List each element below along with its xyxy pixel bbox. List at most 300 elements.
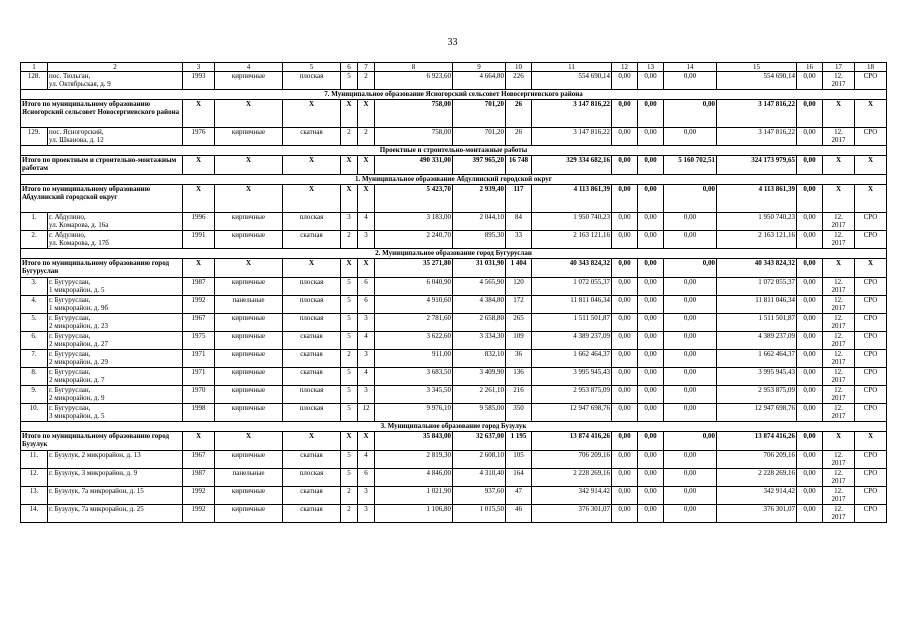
- fund-cell: 0,00: [612, 350, 638, 368]
- fund-cell: 0,00: [638, 386, 664, 404]
- col-num: 1: [21, 63, 48, 72]
- fund-cell: 0,00: [638, 368, 664, 386]
- address-cell-line: 2 микрорайон, д. 9: [49, 394, 105, 402]
- address-cell: [48, 296, 183, 314]
- residents-cell: 164: [506, 469, 532, 487]
- fund-cell: 0,00: [612, 487, 638, 505]
- table-row: [21, 404, 887, 422]
- walls-cell: кирпичные: [215, 128, 283, 146]
- row-number: 9.: [21, 386, 48, 404]
- walls-cell: кирпичные: [215, 368, 283, 386]
- address-cell: [48, 332, 183, 350]
- area-cell: 5 423,70: [375, 185, 453, 213]
- floors-cell: 2: [341, 505, 358, 523]
- fund-cell: 0,00: [797, 72, 823, 90]
- area-cell: 911,00: [375, 350, 453, 368]
- residents-cell: 16 748: [506, 156, 532, 175]
- deadline-cell-line: 12.: [834, 314, 843, 322]
- fund-cell: 0,00: [638, 469, 664, 487]
- method-cell: СРО: [855, 332, 887, 350]
- roof-cell: скатная: [283, 231, 341, 249]
- fund-cell: 0,00: [797, 469, 823, 487]
- walls-cell: кирпичные: [215, 487, 283, 505]
- entrances-cell: 12: [358, 404, 375, 422]
- entrances-cell: 3: [358, 350, 375, 368]
- address-cell-line: г. Бугуруслан,: [49, 368, 91, 376]
- cost-cell: 4 113 861,39: [532, 185, 612, 213]
- address-cell-line: г. Бугуруслан,: [49, 296, 91, 304]
- entrances-cell: X: [358, 259, 375, 278]
- fund-cell: 0,00: [612, 231, 638, 249]
- deadline-cell-line: 12.: [834, 231, 843, 239]
- walls-cell: X: [215, 432, 283, 451]
- address-cell-line: г. Бугуруслан,: [49, 278, 91, 286]
- row-number: 129.: [21, 128, 48, 146]
- address-cell: [48, 451, 183, 469]
- living-area-cell: 4 664,80: [453, 72, 506, 90]
- table-row: [21, 368, 887, 386]
- fund-cell: 0,00: [612, 314, 638, 332]
- method-cell: СРО: [855, 278, 887, 296]
- deadline-cell: [823, 451, 855, 469]
- deadline-cell: [823, 469, 855, 487]
- address-cell-line: г. Бугуруслан,: [49, 350, 91, 358]
- method-cell: СРО: [855, 368, 887, 386]
- deadline-cell-line: 2017: [831, 394, 846, 402]
- roof-cell: плоская: [283, 296, 341, 314]
- address-cell-line: пос. Тюльган,: [49, 72, 91, 80]
- living-area-cell: 3 334,30: [453, 332, 506, 350]
- table-row: [21, 296, 887, 314]
- deadline-cell-line: 2017: [831, 340, 846, 348]
- cost-cell: 2 228 269,16: [532, 469, 612, 487]
- fund-cell: 0,00: [797, 451, 823, 469]
- register-table: [20, 62, 887, 523]
- fund-cell: 0,00: [664, 231, 717, 249]
- living-area-cell: 1 015,50: [453, 505, 506, 523]
- deadline-cell: [823, 332, 855, 350]
- deadline-cell: [823, 128, 855, 146]
- fund-cell: 0,00: [612, 432, 638, 451]
- address-cell-line: пос. Ясногорский,: [49, 128, 104, 136]
- cost-cell: 3 147 816,22: [532, 100, 612, 128]
- row-number: 14.: [21, 505, 48, 523]
- address-cell: [48, 505, 183, 523]
- col-num: 18: [855, 63, 887, 72]
- fund-cell: 1 072 055,37: [717, 278, 797, 296]
- address-cell-line: 3 микрорайон, д. 5: [49, 412, 105, 420]
- table-row: [21, 386, 887, 404]
- entrances-cell: 4: [358, 451, 375, 469]
- deadline-cell-line: 2017: [831, 477, 846, 485]
- area-cell: 4 846,00: [375, 469, 453, 487]
- address-cell-line: г. Бузулук, 2 микрорайон, д. 13: [49, 451, 141, 459]
- fund-cell: 0,00: [612, 259, 638, 278]
- row-number: 1.: [21, 213, 48, 231]
- living-area-cell: 937,60: [453, 487, 506, 505]
- col-num: 17: [823, 63, 855, 72]
- method-cell: СРО: [855, 350, 887, 368]
- deadline-cell-line: 2017: [831, 221, 846, 229]
- fund-cell: 0,00: [797, 368, 823, 386]
- fund-cell: 0,00: [664, 469, 717, 487]
- living-area-cell: 397 965,20: [453, 156, 506, 175]
- col-num: 8: [375, 63, 453, 72]
- method-cell: X: [855, 156, 887, 175]
- fund-cell: 4 113 861,39: [717, 185, 797, 213]
- col-num: 11: [532, 63, 612, 72]
- cost-cell: 329 334 682,16: [532, 156, 612, 175]
- fund-cell: 0,00: [612, 296, 638, 314]
- row-number: 8.: [21, 368, 48, 386]
- year-cell: 1971: [183, 350, 215, 368]
- living-area-cell: 4 310,40: [453, 469, 506, 487]
- fund-cell: 376 301,07: [717, 505, 797, 523]
- fund-cell: 0,00: [612, 278, 638, 296]
- floors-cell: 5: [341, 469, 358, 487]
- deadline-cell-line: 12.: [834, 451, 843, 459]
- year-cell: 1967: [183, 314, 215, 332]
- floors-cell: 2: [341, 128, 358, 146]
- deadline-cell-line: 2017: [831, 459, 846, 467]
- fund-cell: 0,00: [638, 128, 664, 146]
- area-cell: 6 923,60: [375, 72, 453, 90]
- roof-cell: плоская: [283, 213, 341, 231]
- walls-cell: кирпичные: [215, 505, 283, 523]
- living-area-cell: 9 585,00: [453, 404, 506, 422]
- year-cell: 1976: [183, 128, 215, 146]
- fund-cell: 554 690,14: [717, 72, 797, 90]
- entrances-cell: 3: [358, 386, 375, 404]
- deadline-cell: [823, 386, 855, 404]
- fund-cell: 0,00: [638, 213, 664, 231]
- deadline-cell-line: 2017: [831, 286, 846, 294]
- section-header-row: [21, 422, 887, 432]
- area-cell: 490 331,00: [375, 156, 453, 175]
- method-cell: СРО: [855, 404, 887, 422]
- walls-cell: кирпичные: [215, 332, 283, 350]
- entrances-cell: 3: [358, 487, 375, 505]
- residents-cell: 216: [506, 386, 532, 404]
- roof-cell: скатная: [283, 505, 341, 523]
- deadline-cell-line: 12.: [834, 128, 843, 136]
- year-cell: X: [183, 156, 215, 175]
- area-cell: 3 683,50: [375, 368, 453, 386]
- floors-cell: 2: [341, 350, 358, 368]
- year-cell: X: [183, 259, 215, 278]
- roof-cell: X: [283, 432, 341, 451]
- cost-cell: 40 343 824,32: [532, 259, 612, 278]
- cost-cell: 13 874 416,26: [532, 432, 612, 451]
- area-cell: 2 240,70: [375, 231, 453, 249]
- floors-cell: 5: [341, 296, 358, 314]
- fund-cell: 0,00: [797, 278, 823, 296]
- area-cell: 2 819,30: [375, 451, 453, 469]
- table-row: [21, 451, 887, 469]
- floors-cell: 5: [341, 386, 358, 404]
- walls-cell: X: [215, 156, 283, 175]
- fund-cell: 2 163 121,16: [717, 231, 797, 249]
- floors-cell: X: [341, 259, 358, 278]
- table-row: [21, 213, 887, 231]
- fund-cell: 0,00: [612, 128, 638, 146]
- area-cell: 9 976,10: [375, 404, 453, 422]
- area-cell: 6 040,90: [375, 278, 453, 296]
- residents-cell: 105: [506, 451, 532, 469]
- floors-cell: 2: [341, 231, 358, 249]
- col-num: 7: [358, 63, 375, 72]
- section-header-row: [21, 90, 887, 100]
- deadline-cell-line: 2017: [831, 239, 846, 247]
- total-row: [21, 100, 887, 128]
- address-cell: [48, 213, 183, 231]
- floors-cell: 2: [341, 487, 358, 505]
- fund-cell: 40 343 824,32: [717, 259, 797, 278]
- method-cell: X: [855, 259, 887, 278]
- residents-cell: 120: [506, 278, 532, 296]
- address-cell-line: ул. Шканова, д. 12: [49, 136, 104, 144]
- address-cell-line: г. Бугуруслан,: [49, 404, 91, 412]
- roof-cell: плоская: [283, 314, 341, 332]
- col-num: 12: [612, 63, 638, 72]
- cost-cell: 2 163 121,16: [532, 231, 612, 249]
- table-row: [21, 278, 887, 296]
- entrances-cell: 3: [358, 231, 375, 249]
- fund-cell: 0,00: [638, 505, 664, 523]
- method-cell: СРО: [855, 451, 887, 469]
- section-header-row: [21, 249, 887, 259]
- address-cell-line: г. Абдулино,: [49, 231, 86, 239]
- living-area-cell: 4 384,80: [453, 296, 506, 314]
- roof-cell: плоская: [283, 386, 341, 404]
- walls-cell: X: [215, 185, 283, 213]
- table-row: [21, 350, 887, 368]
- fund-cell: 0,00: [664, 72, 717, 90]
- year-cell: 1975: [183, 332, 215, 350]
- residents-cell: 46: [506, 505, 532, 523]
- fund-cell: 0,00: [664, 185, 717, 213]
- living-area-cell: 832,10: [453, 350, 506, 368]
- total-label: Итого по муниципальному образованию Ясногорский сельсовет Новосергиевского района: [21, 100, 183, 128]
- floors-cell: X: [341, 156, 358, 175]
- page-number: 33: [447, 37, 458, 48]
- method-cell: СРО: [855, 314, 887, 332]
- deadline-cell-line: 12.: [834, 469, 843, 477]
- area-cell: 758,00: [375, 128, 453, 146]
- fund-cell: 0,00: [638, 432, 664, 451]
- fund-cell: 0,00: [797, 487, 823, 505]
- fund-cell: 0,00: [638, 332, 664, 350]
- method-cell: СРО: [855, 505, 887, 523]
- address-cell: [48, 404, 183, 422]
- year-cell: 1967: [183, 451, 215, 469]
- address-cell-line: 1 микрорайон, д. 5: [49, 286, 105, 294]
- entrances-cell: 6: [358, 469, 375, 487]
- deadline-cell: X: [823, 156, 855, 175]
- deadline-cell-line: 2017: [831, 80, 846, 88]
- deadline-cell: [823, 487, 855, 505]
- fund-cell: 0,00: [612, 469, 638, 487]
- living-area-cell: 31 031,90: [453, 259, 506, 278]
- entrances-cell: 3: [358, 505, 375, 523]
- area-cell: 3 622,60: [375, 332, 453, 350]
- living-area-cell: 2 658,80: [453, 314, 506, 332]
- fund-cell: 0,00: [797, 314, 823, 332]
- roof-cell: плоская: [283, 278, 341, 296]
- cost-cell: 554 690,14: [532, 72, 612, 90]
- residents-cell: 226: [506, 72, 532, 90]
- deadline-cell: [823, 296, 855, 314]
- walls-cell: кирпичные: [215, 231, 283, 249]
- address-cell-line: ул. Комарова, д. 17б: [49, 239, 109, 247]
- address-cell-line: г. Бузулук, 7а микрорайон, д. 25: [49, 505, 144, 513]
- fund-cell: 0,00: [638, 156, 664, 175]
- deadline-cell-line: 12.: [834, 72, 843, 80]
- method-cell: X: [855, 185, 887, 213]
- walls-cell: X: [215, 259, 283, 278]
- deadline-cell-line: 2017: [831, 376, 846, 384]
- address-cell-line: г. Бузулук, 3 микрорайон, д. 9: [49, 469, 138, 477]
- residents-cell: 26: [506, 100, 532, 128]
- entrances-cell: 6: [358, 278, 375, 296]
- deadline-cell-line: 2017: [831, 495, 846, 503]
- deadline-cell-line: 2017: [831, 412, 846, 420]
- section-title: 3. Муниципальное образование город Бузулук: [21, 422, 887, 432]
- cost-cell: 12 947 698,76: [532, 404, 612, 422]
- residents-cell: 265: [506, 314, 532, 332]
- col-num: 6: [341, 63, 358, 72]
- fund-cell: 2 953 875,09: [717, 386, 797, 404]
- fund-cell: 0,00: [797, 128, 823, 146]
- year-cell: 1991: [183, 231, 215, 249]
- year-cell: 1993: [183, 72, 215, 90]
- fund-cell: 13 874 416,26: [717, 432, 797, 451]
- roof-cell: плоская: [283, 404, 341, 422]
- row-number: 2.: [21, 231, 48, 249]
- fund-cell: 0,00: [612, 404, 638, 422]
- table-row: [21, 314, 887, 332]
- row-number: 4.: [21, 296, 48, 314]
- col-num: 15: [717, 63, 797, 72]
- floors-cell: 5: [341, 404, 358, 422]
- cost-cell: 1 072 055,37: [532, 278, 612, 296]
- cost-cell: 2 953 875,09: [532, 386, 612, 404]
- fund-cell: 0,00: [612, 368, 638, 386]
- fund-cell: 0,00: [612, 386, 638, 404]
- residents-cell: 172: [506, 296, 532, 314]
- address-cell: [48, 314, 183, 332]
- roof-cell: плоская: [283, 469, 341, 487]
- area-cell: 4 910,60: [375, 296, 453, 314]
- deadline-cell: [823, 231, 855, 249]
- address-cell: [48, 231, 183, 249]
- address-cell-line: 1 микрорайон, д. 9б: [49, 304, 109, 312]
- year-cell: X: [183, 100, 215, 128]
- roof-cell: скатная: [283, 368, 341, 386]
- row-number: 5.: [21, 314, 48, 332]
- floors-cell: 5: [341, 314, 358, 332]
- fund-cell: 706 209,16: [717, 451, 797, 469]
- deadline-cell-line: 12.: [834, 487, 843, 495]
- deadline-cell: X: [823, 432, 855, 451]
- entrances-cell: X: [358, 185, 375, 213]
- fund-cell: 0,00: [612, 185, 638, 213]
- deadline-cell: X: [823, 185, 855, 213]
- roof-cell: скатная: [283, 487, 341, 505]
- method-cell: СРО: [855, 386, 887, 404]
- fund-cell: 1 950 740,23: [717, 213, 797, 231]
- fund-cell: 0,00: [612, 100, 638, 128]
- total-row: [21, 432, 887, 451]
- walls-cell: кирпичные: [215, 404, 283, 422]
- living-area-cell: 2 261,10: [453, 386, 506, 404]
- col-num: 13: [638, 63, 664, 72]
- area-cell: 1 106,80: [375, 505, 453, 523]
- fund-cell: 0,00: [638, 231, 664, 249]
- deadline-cell: [823, 72, 855, 90]
- fund-cell: 0,00: [797, 296, 823, 314]
- fund-cell: 0,00: [664, 350, 717, 368]
- row-number: 3.: [21, 278, 48, 296]
- deadline-cell: [823, 404, 855, 422]
- residents-cell: 84: [506, 213, 532, 231]
- deadline-cell: [823, 350, 855, 368]
- fund-cell: 0,00: [664, 368, 717, 386]
- walls-cell: кирпичные: [215, 278, 283, 296]
- address-cell-line: 2 микрорайон, д. 27: [49, 340, 108, 348]
- living-area-cell: 32 637,00: [453, 432, 506, 451]
- area-cell: 2 781,60: [375, 314, 453, 332]
- address-cell: [48, 72, 183, 90]
- residents-cell: 136: [506, 368, 532, 386]
- section-header-row: [21, 175, 887, 185]
- address-cell: [48, 278, 183, 296]
- fund-cell: 1 662 464,37: [717, 350, 797, 368]
- walls-cell: панельные: [215, 296, 283, 314]
- roof-cell: скатная: [283, 451, 341, 469]
- entrances-cell: 2: [358, 128, 375, 146]
- col-num: 4: [215, 63, 283, 72]
- walls-cell: кирпичные: [215, 314, 283, 332]
- total-label: Итого по проектным и строительно-монтажным работам: [21, 156, 183, 175]
- method-cell: СРО: [855, 469, 887, 487]
- residents-cell: 26: [506, 128, 532, 146]
- fund-cell: 0,00: [612, 451, 638, 469]
- method-cell: СРО: [855, 128, 887, 146]
- fund-cell: 324 173 979,65: [717, 156, 797, 175]
- floors-cell: 5: [341, 451, 358, 469]
- address-cell-line: г. Бугуруслан,: [49, 332, 91, 340]
- fund-cell: 0,00: [797, 386, 823, 404]
- address-cell: [48, 386, 183, 404]
- row-number: 7.: [21, 350, 48, 368]
- fund-cell: 0,00: [797, 259, 823, 278]
- year-cell: 1987: [183, 278, 215, 296]
- entrances-cell: 4: [358, 332, 375, 350]
- total-label: Итого по муниципальному образованию Абдулинский городской округ: [21, 185, 183, 213]
- residents-cell: 117: [506, 185, 532, 213]
- area-cell: 35 843,00: [375, 432, 453, 451]
- entrances-cell: 6: [358, 296, 375, 314]
- fund-cell: 0,00: [638, 100, 664, 128]
- row-number: 128.: [21, 72, 48, 90]
- deadline-cell-line: 2017: [831, 304, 846, 312]
- floors-cell: X: [341, 100, 358, 128]
- address-cell: [48, 368, 183, 386]
- residents-cell: 36: [506, 350, 532, 368]
- fund-cell: 0,00: [664, 404, 717, 422]
- col-num: 9: [453, 63, 506, 72]
